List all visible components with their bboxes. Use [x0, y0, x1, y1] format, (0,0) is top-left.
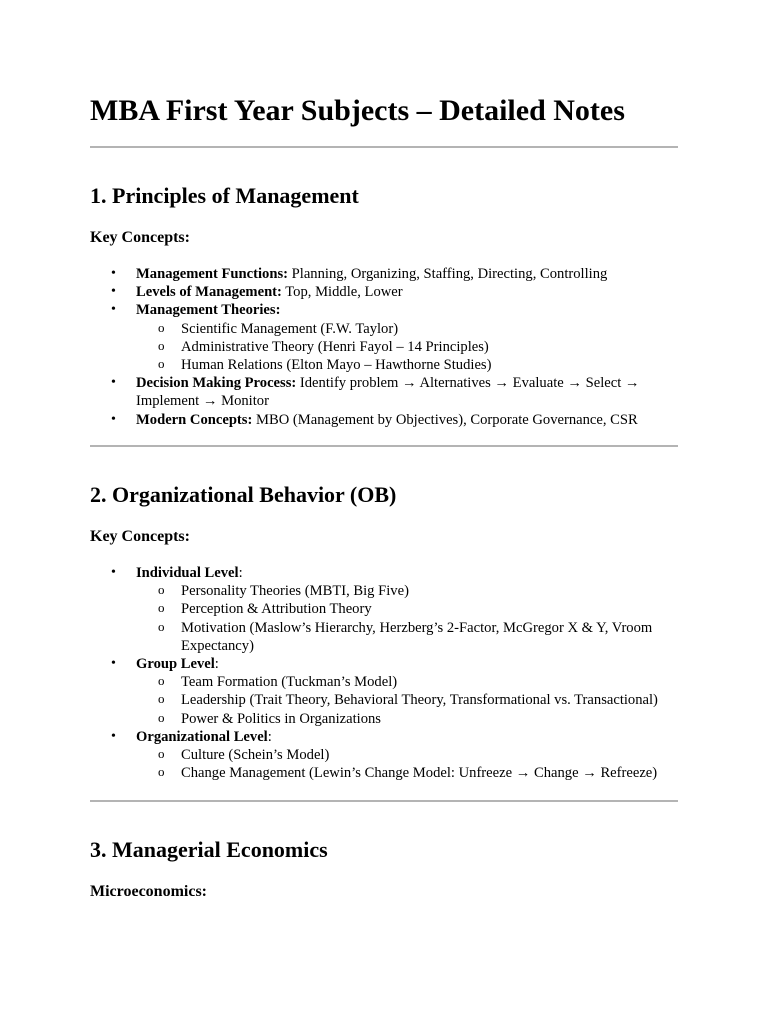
sub-list-item: o Perception & Attribution Theory — [136, 600, 678, 618]
divider — [90, 445, 678, 447]
document-title: MBA First Year Subjects – Detailed Notes — [90, 94, 625, 127]
concept-list — [90, 265, 678, 429]
concept-text: Identify problem → Alternatives → Evaluate → Select → Implement → Monitor — [136, 375, 640, 410]
sub-list-item: o Human Relations (Elton Mayo – Hawthorne Studies) — [136, 356, 678, 374]
list-item — [90, 301, 678, 374]
sub-list — [136, 582, 678, 655]
concept-text: MBO (Management by Objectives), Corporate Governance, CSR — [252, 411, 638, 428]
divider — [90, 800, 678, 802]
list-item — [90, 265, 678, 283]
sub-list-item: o Motivation (Maslow’s Hierarchy, Herzberg’s 2-Factor, McGregor X & Y, Vroom Expectancy) — [136, 619, 678, 655]
list-item — [90, 283, 678, 301]
concept-text: Planning, Organizing, Staffing, Directing, Controlling — [288, 266, 608, 282]
list-item — [90, 374, 678, 410]
sub-list-item: o Administrative Theory (Henri Fayol – 14 Principles) — [136, 338, 678, 356]
sub-list-item: o Change Management (Lewin’s Change Model: Unfreeze → Change → Refreeze) — [136, 764, 678, 782]
list-item — [90, 728, 678, 783]
concept-term: Modern Concepts: — [136, 411, 253, 428]
sub-list-item: o Team Formation (Tuckman’s Model) — [136, 673, 678, 691]
key-concepts-label: Key Concepts: — [90, 229, 190, 246]
concept-list — [90, 564, 678, 782]
concept-text: : — [214, 656, 219, 673]
key-concepts-label: Key Concepts: — [90, 528, 190, 545]
concept-term: Organizational Level — [136, 728, 268, 745]
concept-term: Management Functions: — [136, 266, 289, 282]
list-item — [90, 564, 678, 655]
list-item — [90, 411, 678, 429]
sub-list-item: o Culture (Schein’s Model) — [136, 746, 678, 764]
sub-list — [136, 320, 678, 375]
sub-list — [136, 673, 678, 728]
sub-list-item: o Power & Politics in Organizations — [136, 710, 678, 728]
concept-term: Individual Level — [136, 565, 239, 581]
list-item — [90, 655, 678, 728]
section-heading-organizational-behavior: 2. Organizational Behavior (OB) — [90, 482, 397, 507]
concept-text: : — [267, 728, 272, 745]
sub-list — [136, 746, 678, 782]
concept-term: Levels of Management: — [136, 284, 282, 301]
sub-list-item: o Leadership (Trait Theory, Behavioral Theory, Transformational vs. Transactional) — [136, 691, 678, 709]
concept-term: Management Theories: — [136, 302, 281, 319]
sub-list-item: o Scientific Management (F.W. Taylor) — [136, 320, 678, 338]
section-heading-managerial-economics: 3. Managerial Economics — [90, 837, 328, 862]
concept-term: Decision Making Process: — [136, 375, 297, 392]
section-heading-principles-of-management: 1. Principles of Management — [90, 183, 359, 208]
concept-term: Group Level — [136, 656, 215, 673]
concept-text: : — [238, 565, 243, 581]
microeconomics-label: Microeconomics: — [90, 883, 207, 900]
sub-list-item: o Personality Theories (MBTI, Big Five) — [136, 582, 678, 600]
divider — [90, 146, 678, 148]
concept-text: Top, Middle, Lower — [281, 284, 403, 301]
